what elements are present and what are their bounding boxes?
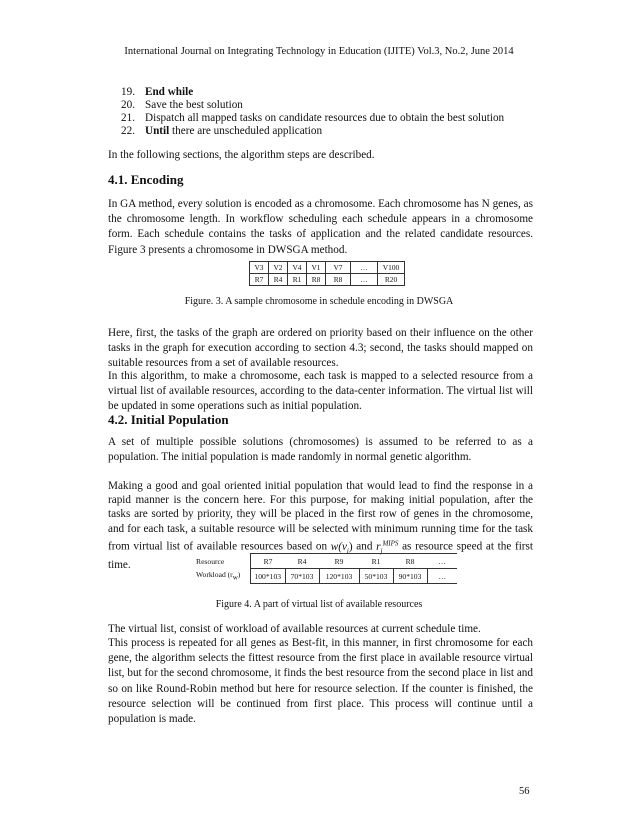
step-keyword: Until [145,125,170,137]
table-cell: R4 [285,554,319,569]
initial-population-paragraph: Making a good and goal oriented initial population that would lead to find the response in a rapid manner is the concern here. For this purpose, for making initial population, after the tasks are sorted by priority, they will be placed in the first row of genes in the chromosome, and for each task, a suitable resource will be selected with minimum running time for the task from virtual list of available resources based on $w(v_i)$ and $r_j^{MIPS}$ as resource speed at the first time. [108,480,533,571]
step-number: 22. [121,125,135,137]
resource-list-table [196,553,457,584]
row-label: Resource [196,556,225,566]
resource-row [250,274,405,286]
step-22 [121,125,504,138]
figure-3-caption: Figure. 3. A sample chromosome in schedule encoding in DWSGA [184,296,454,307]
workload-formula: $w(v_i)$ [330,540,353,555]
step-21 [121,112,504,125]
chromosome-table [249,261,405,286]
table-cell: R8 [393,554,427,569]
table-cell: 50*103 [359,569,393,584]
table-cell: V2 [269,262,288,274]
table-cell: … [427,569,457,584]
table-cell: R7 [251,554,286,569]
table-cell: V3 [250,262,269,274]
paragraph-text: Making a good and goal oriented initial population that would lead to find the response in a rapid manner is the concern here. For this purpose, for making initial population, after the tasks are sorted by priority, they will be placed in the first row of genes in the chromosome, and for each task, a suitable resource will be selected with minimum running time for the task from virtual list of available resources based on [108,480,533,553]
table-cell: … [351,274,378,286]
step-text: Dispatch all mapped tasks on candidate resources due to obtain the best solution [145,112,505,124]
table-cell: … [427,554,457,569]
step-19 [121,86,504,99]
table-cell: V100 [378,262,405,274]
step-number: 20. [121,99,135,111]
table-cell: V1 [307,262,326,274]
table-cell: R1 [288,274,307,286]
step-keyword: End while [145,86,194,98]
mapping-paragraph: In this algorithm, to make a chromosome, each task is mapped to a selected resource from a virtual list of available resources, according to the data-center information. The virtual list will be updated in some operations such as initial population. [108,370,533,413]
table-cell: R8 [326,274,351,286]
best-fit-paragraph: This process is repeated for all genes as Best-fit, in this manner, in first chromosome for each gene, the algorithm selects the fittest resource from the first place in available resource virtual list, but for the second chromosome, it finds the best resource from the second place in list and so on like Round-Robin method but here for resource selection. If the counter is finished, the resource selection will be continued from first place. This process will continue until a population is made. [108,637,533,726]
task-row [250,262,405,274]
table-cell: R7 [250,274,269,286]
journal-header: International Journal on Integrating Technology in Education (IJITE) Vol.3, No.2, June 2014 [124,46,514,57]
step-text: there are unscheduled application [169,125,323,137]
section-heading-encoding: 4.1. Encoding [108,172,184,187]
table-cell: R8 [307,274,326,286]
encoding-paragraph: In GA method, every solution is encoded as a chromosome. Each chromosome has N genes, as the chromosome length. In workflow scheduling each schedule appears in a chromosome form. Each schedule contains the tasks of application and the related candidate resources. Figure 3 presents a chromosome in DWSGA method. [108,198,533,256]
population-paragraph: A set of multiple possible solutions (chromosomes) is assumed to be referred to as a population. The initial population is made randomly in normal genetic algorithm. [108,436,533,464]
row-label: Workload $(r_w)$ [196,570,241,582]
step-text: Save the best solution [145,99,243,111]
intro-paragraph: In the following sections, the algorithm steps are described. [108,149,375,161]
table-cell: V4 [288,262,307,274]
table-cell: R9 [319,554,359,569]
table-cell: 70*103 [285,569,319,584]
mips-formula: $r_j^{MIPS}$ [376,538,399,555]
table-cell: V7 [326,262,351,274]
figure-4-caption: Figure 4. A part of virtual list of available resources [215,599,423,610]
page-number: 56 [519,786,530,797]
table-cell: R20 [378,274,405,286]
table-cell: R1 [359,554,393,569]
virtual-list-paragraph: The virtual list, consist of workload of available resources at current schedule time. [108,623,481,635]
table-cell: 90*103 [393,569,427,584]
workload-row [196,569,457,584]
section-heading-initial-population: 4.2. Initial Population [108,412,229,427]
ordering-paragraph: Here, first, the tasks of the graph are ordered on priority based on their influence on the other tasks in the graph for execution according to section 4.3; second, the tasks should mapped on suitable resources from a set of available resources. [108,327,533,370]
table-cell: … [351,262,378,274]
step-20 [121,99,504,112]
algorithm-steps [121,86,504,138]
resource-row [196,554,457,569]
table-cell: 100*103 [251,569,286,584]
step-number: 19. [121,86,135,98]
table-cell: R4 [269,274,288,286]
table-cell: 120*103 [319,569,359,584]
step-number: 21. [121,112,135,124]
